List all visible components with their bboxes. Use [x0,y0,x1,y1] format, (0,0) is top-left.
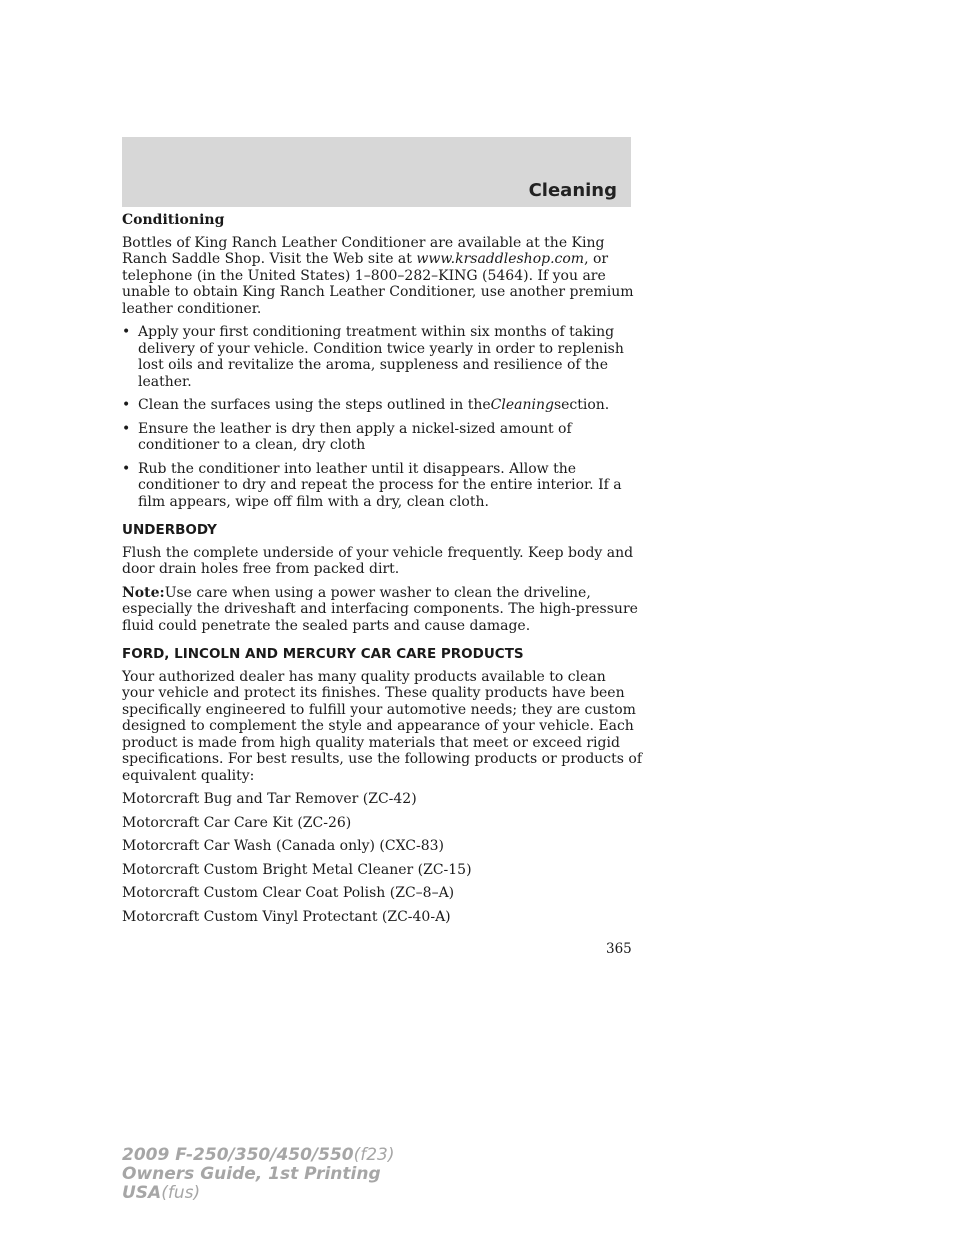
list-item: • Rub the conditioner into leather until it disappears. Allow the conditioner to dry and repeat the process for the entire interior. If a film appears, wipe off film with a dry, clean cloth. [122,460,622,510]
underbody-body: Flush the complete underside of your vehicle frequently. Keep body and door drain holes free from packed dirt. [122,544,634,577]
conditioning-heading: Conditioning [122,212,225,228]
bullet-icon: • [122,460,131,477]
footer-line-3: USA(fus) [122,1183,201,1203]
list-item: • Ensure the leather is dry then apply a nickel-sized amount of conditioner to a clean, dry cloth [122,420,572,453]
conditioning-steps-list [122,324,642,510]
note-label: Note: [122,584,165,601]
section-title: Cleaning [528,180,617,201]
bullet-icon: • [122,420,131,437]
underbody-note: Note:Use care when using a power washer to clean the driveline, especially the driveshaft and interfacing components. The high-pressure fluid could penetrate the sealed parts and cause damage. [122,584,638,634]
list-item: • Apply your first conditioning treatment within six months of taking delivery of your vehicle. Condition twice yearly in order to replenish lost oils and revitalize the aroma, suppleness and resilience of the leather. [122,324,624,390]
products-heading: FORD, LINCOLN AND MERCURY CAR CARE PRODUCTS [122,646,524,662]
saddle-shop-link[interactable]: www.krsaddleshop.com [416,251,585,267]
product-item: Motorcraft Custom Bright Metal Cleaner (ZC-15) [122,861,472,878]
product-item: Motorcraft Custom Clear Coat Polish (ZC–8–A) [122,885,455,901]
products-intro: Your authorized dealer has many quality products available to clean your vehicle and protect its finishes. These quality products have been specifically engineered to fulfill your automotive needs; they are custom designed to complement the style and appearance of your vehicle. Each product is made from high quality materials that meet or exceed rigid specifications. For best results, use the following products or products of equivalent quality: [122,668,643,784]
print-footer [122,1146,395,1203]
footer-line-2: Owners Guide, 1st Printing [122,1164,381,1184]
list-item: • Clean the surfaces using the steps outlined in theCleaningsection. [122,397,610,413]
bullet-icon: • [122,324,131,340]
product-item: Motorcraft Car Wash (Canada only) (CXC-83) [122,838,445,854]
conditioning-intro: Bottles of King Ranch Leather Conditioner are available at the King Ranch Saddle Shop. Visit the Web site at www.krsaddleshop.com, or telephone (in the United States) 1–800–282–KING (5464). If you are unable to obtain King Ranch Leather Conditioner, use another premium leather conditioner. [122,234,634,317]
cleaning-reference: Cleaning [490,397,554,413]
underbody-heading: UNDERBODY [122,522,217,538]
bullet-icon: • [122,397,131,413]
section-header-band [122,137,631,207]
page-content [122,212,642,932]
footer-line-1: 2009 F-250/350/450/550(f23) [122,1145,395,1165]
product-item: Motorcraft Car Care Kit (ZC-26) [122,814,352,831]
product-item: Motorcraft Custom Vinyl Protectant (ZC-40-A) [122,908,451,925]
product-item: Motorcraft Bug and Tar Remover (ZC-42) [122,791,417,807]
page-number: 365 [606,941,632,957]
